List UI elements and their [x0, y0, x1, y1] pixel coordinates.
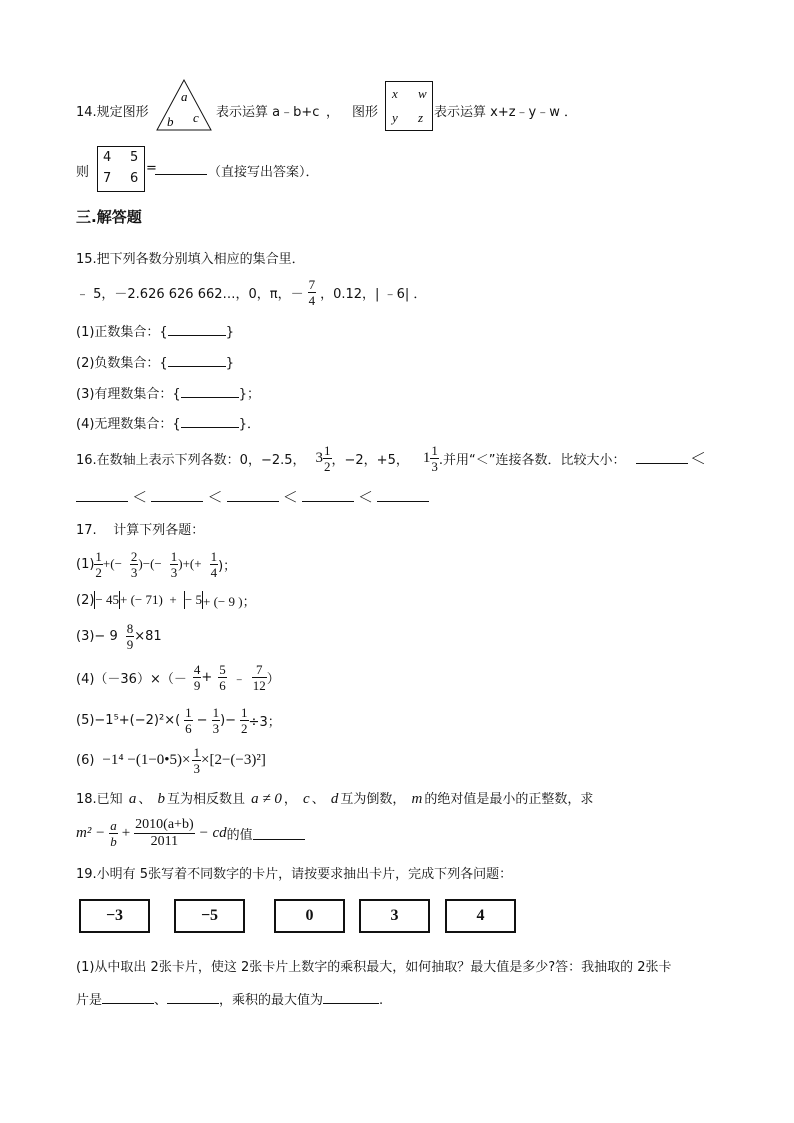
q18-answer-blank[interactable] — [253, 827, 305, 840]
q16-blank-4[interactable] — [227, 489, 279, 502]
fraction-a-over-b — [109, 819, 118, 848]
fraction — [218, 663, 227, 692]
fraction-numerator: 1 — [193, 744, 200, 760]
q14-figure-label: 图形 — [352, 105, 379, 120]
variable-a: a — [128, 791, 137, 807]
square-label-z: z — [418, 110, 424, 125]
fraction — [94, 550, 103, 579]
q17-part2 — [76, 589, 256, 611]
fraction-numerator: 2010(a+b) — [135, 816, 194, 832]
part-label: (6) — [76, 752, 95, 768]
text: . — [379, 993, 384, 1008]
fraction — [212, 706, 221, 735]
fraction-numerator: 8 — [126, 620, 134, 636]
part-label: (3)− 9 — [76, 628, 118, 644]
mixed-fraction — [430, 444, 439, 473]
q19-sub1-line1: (1)从中取出 2张卡片，使这 2张卡片上数字的乘积最大，如何抽取？最大值是多少?答：我抽取的 2张卡 — [76, 960, 672, 975]
part-label: (5)−1⁵+(−2)²×( — [76, 712, 181, 728]
text: ， — [283, 792, 297, 807]
fraction-numerator: a — [110, 817, 117, 833]
text: 、 — [138, 792, 152, 807]
q14-rule1: 表示运算 a﹣b+c — [216, 105, 320, 120]
fraction-numerator: 1 — [170, 548, 178, 564]
fraction-denominator: 4 — [308, 292, 316, 308]
set-answer-blank[interactable] — [181, 385, 239, 398]
q19-answer-blank-3[interactable] — [323, 991, 379, 1004]
q15-set-rational — [76, 383, 260, 402]
triangle-figure — [155, 78, 213, 132]
fraction-numerator: 1 — [185, 704, 192, 720]
triangle-label-c: c — [193, 110, 199, 125]
expression-m-squared: m² − — [76, 824, 106, 841]
fraction-denominator: 6 — [185, 720, 192, 736]
set-label: (4)无理数集合：{ — [76, 417, 181, 432]
fraction — [126, 622, 135, 651]
q15-set-positive — [76, 321, 234, 340]
fraction-denominator: 2011 — [150, 833, 179, 849]
card-4[interactable]: 3 — [359, 899, 430, 933]
q14-prefix: 14.规定图形 — [76, 105, 149, 120]
fraction-sum-over-2011 — [134, 818, 194, 849]
mixed-fraction — [323, 444, 332, 473]
fraction-numerator: 5 — [219, 661, 226, 677]
expression: − 5 — [184, 592, 203, 607]
section-title: 三.解答题 — [76, 208, 142, 226]
set-end: } — [225, 356, 234, 371]
text: 18.已知 — [76, 792, 123, 807]
variable-b: b — [157, 791, 165, 807]
fraction-denominator: 3 — [193, 760, 200, 776]
variable-m: m — [411, 791, 423, 807]
q14-comma: ， — [326, 105, 340, 120]
text: 互为倒数， — [340, 792, 406, 807]
q16-comparison-row — [76, 486, 429, 507]
card-5[interactable]: 4 — [445, 899, 516, 933]
card-1[interactable]: −3 — [79, 899, 150, 933]
fraction — [210, 550, 219, 579]
operator: )； — [218, 558, 237, 574]
set-label: (3)有理数集合：{ — [76, 387, 181, 402]
set-answer-blank[interactable] — [168, 323, 226, 336]
q15-numbers — [76, 277, 426, 307]
fraction-numerator: 2 — [130, 548, 138, 564]
text: 片是 — [76, 993, 103, 1008]
q18-expression — [76, 816, 305, 850]
set-answer-blank[interactable] — [181, 415, 239, 428]
q16-blank-2[interactable] — [76, 489, 128, 502]
set-label: (1)正数集合：{ — [76, 325, 168, 340]
q15-stem: 15.把下列各数分别填入相应的集合里． — [76, 252, 305, 267]
fraction-denominator: 3 — [431, 458, 438, 474]
mixed-number-2 — [423, 444, 439, 473]
set-end: } — [225, 325, 234, 340]
q14-instruction: （直接写出答案）． — [208, 165, 319, 180]
operator: ÷3； — [248, 714, 281, 730]
q17-part4 — [76, 661, 280, 693]
fraction-denominator: 2 — [241, 720, 248, 736]
q16-stem — [76, 443, 625, 473]
operator: − — [196, 712, 208, 728]
fraction-denominator: 3 — [170, 564, 178, 580]
triangle-label-a: a — [181, 89, 188, 104]
q17-part6 — [76, 744, 266, 776]
fraction-denominator: 3 — [130, 564, 138, 580]
operator: + — [201, 669, 213, 685]
fraction-denominator: 2 — [95, 564, 102, 580]
q19-answer-blank-1[interactable] — [102, 991, 154, 1004]
text: 的绝对值是最小的正整数，求 — [424, 792, 594, 807]
q16-less-than: ＜ — [690, 449, 707, 468]
square-label-w: w — [418, 86, 427, 101]
triangle-label-b: b — [167, 114, 174, 129]
q18-stem — [76, 788, 593, 808]
q17-stem: 17. 计算下列各题： — [76, 523, 205, 538]
square-figure — [385, 81, 433, 131]
q14-then: 则 — [76, 165, 90, 180]
fraction-numerator: 1 — [95, 548, 102, 564]
q15-numbers-part1: ﹣ 5，－2.626 626 662…，0，π，－ — [76, 286, 304, 302]
expression: + (− 9 )； — [203, 593, 256, 609]
fraction-denominator: 9 — [193, 677, 201, 693]
operator: ） — [266, 671, 280, 687]
fraction — [184, 706, 193, 735]
mixed-whole: 3 — [315, 449, 324, 466]
expression-cd: − cd — [198, 824, 227, 841]
fraction-denominator: 9 — [126, 636, 134, 652]
grid-value-bottom-left: 7 — [103, 171, 112, 186]
fraction — [192, 746, 201, 775]
fraction-numerator: 1 — [212, 704, 220, 720]
q16-blank-3[interactable] — [151, 489, 203, 502]
q14-rule2: 表示运算 x+z﹣y﹣w ． — [434, 105, 578, 120]
expression: ×[2−(−3)²] — [200, 751, 266, 768]
q14-answer-blank[interactable] — [155, 162, 207, 175]
text: 的值 — [226, 827, 253, 843]
fraction — [252, 663, 267, 692]
q16-stem-part2: ，−2，+5， — [331, 452, 409, 468]
square-label-y: y — [392, 110, 398, 125]
q16-less-than: ＜ — [207, 488, 223, 506]
fraction-denominator: 12 — [252, 677, 266, 693]
fraction-denominator: 4 — [210, 564, 218, 580]
fraction — [240, 706, 249, 735]
grid-value-top-right: 5 — [130, 150, 139, 165]
operator: ﹣ — [232, 671, 246, 687]
text: 互为相反数且 — [166, 792, 245, 807]
fraction-denominator: 3 — [212, 720, 220, 736]
number-grid-figure — [97, 146, 145, 192]
q15-fraction — [308, 278, 317, 307]
set-end: }． — [238, 417, 260, 432]
q17-part3 — [76, 620, 162, 652]
q19-stem: 19.小明有 5张写着不同数字的卡片，请按要求抽出卡片，完成下列各问题： — [76, 867, 513, 882]
q16-stem-part1: 16.在数轴上表示下列各数：0，−2.5， — [76, 452, 306, 468]
text: 、 — [311, 792, 325, 807]
fraction-denominator: b — [110, 833, 117, 849]
operator: )− — [220, 712, 237, 728]
q15-numbers-part2: ，0.12，| ﹣6| ． — [320, 286, 427, 302]
fraction-numerator: 4 — [193, 661, 201, 677]
q17-part5 — [76, 704, 281, 736]
fraction-numerator: 7 — [252, 663, 267, 678]
grid-value-top-left: 4 — [103, 150, 112, 165]
q15-set-irrational — [76, 413, 260, 432]
part-label: (4)（－36）×（－ — [76, 671, 187, 687]
q14-equals: = — [146, 161, 157, 176]
fraction-numerator: 1 — [241, 704, 248, 720]
fraction — [193, 663, 202, 692]
set-end: }； — [238, 387, 260, 402]
q16-less-than: ＜ — [358, 488, 374, 506]
q15-set-negative — [76, 352, 234, 371]
q16-blank-1[interactable] — [636, 451, 688, 464]
operator: )+(+ — [178, 556, 202, 571]
expression: + (− 71) + — [120, 592, 180, 607]
card-2[interactable]: −5 — [174, 899, 245, 933]
grid-value-bottom-right: 6 — [130, 171, 139, 186]
mixed-number-1 — [316, 444, 332, 473]
q16-blank-5[interactable] — [302, 489, 354, 502]
condition: a ≠ 0 — [251, 791, 282, 807]
card-3[interactable]: 0 — [274, 899, 345, 933]
fraction-numerator: 1 — [210, 548, 218, 564]
expression: −1⁴ −(1−0•5)× — [102, 751, 191, 768]
q17-part1 — [76, 548, 236, 580]
set-answer-blank[interactable] — [168, 354, 226, 367]
fraction-denominator: 2 — [324, 458, 331, 474]
fraction — [130, 550, 139, 579]
fraction-numerator: 7 — [308, 276, 316, 292]
q19-sub1-line2 — [76, 989, 383, 1008]
operator: + — [121, 824, 131, 841]
q16-blank-6[interactable] — [377, 489, 429, 502]
mixed-whole: 1 — [422, 449, 431, 466]
expression: − 45 — [95, 592, 120, 607]
q16-less-than: ＜ — [132, 488, 148, 506]
operator: )−(− — [138, 556, 162, 571]
fraction-numerator: 1 — [324, 442, 331, 458]
q16-stem-part3: .并用“＜”连接各数．比较大小： — [438, 452, 626, 468]
q19-answer-blank-2[interactable] — [167, 991, 219, 1004]
variable-c: c — [303, 791, 310, 807]
text: 、 — [154, 993, 168, 1008]
q16-less-than: ＜ — [282, 488, 298, 506]
square-label-x: x — [392, 86, 398, 101]
part-label: (2) — [76, 592, 95, 608]
part-label: (1) — [76, 556, 95, 572]
variable-d: d — [330, 791, 339, 807]
expression: ×81 — [134, 628, 162, 644]
text: ，乘积的最大值为 — [219, 993, 324, 1008]
fraction-numerator: 1 — [431, 442, 438, 458]
operator: +(− — [102, 556, 122, 571]
set-label: (2)负数集合：{ — [76, 356, 168, 371]
fraction-denominator: 6 — [219, 677, 226, 693]
fraction — [170, 550, 179, 579]
